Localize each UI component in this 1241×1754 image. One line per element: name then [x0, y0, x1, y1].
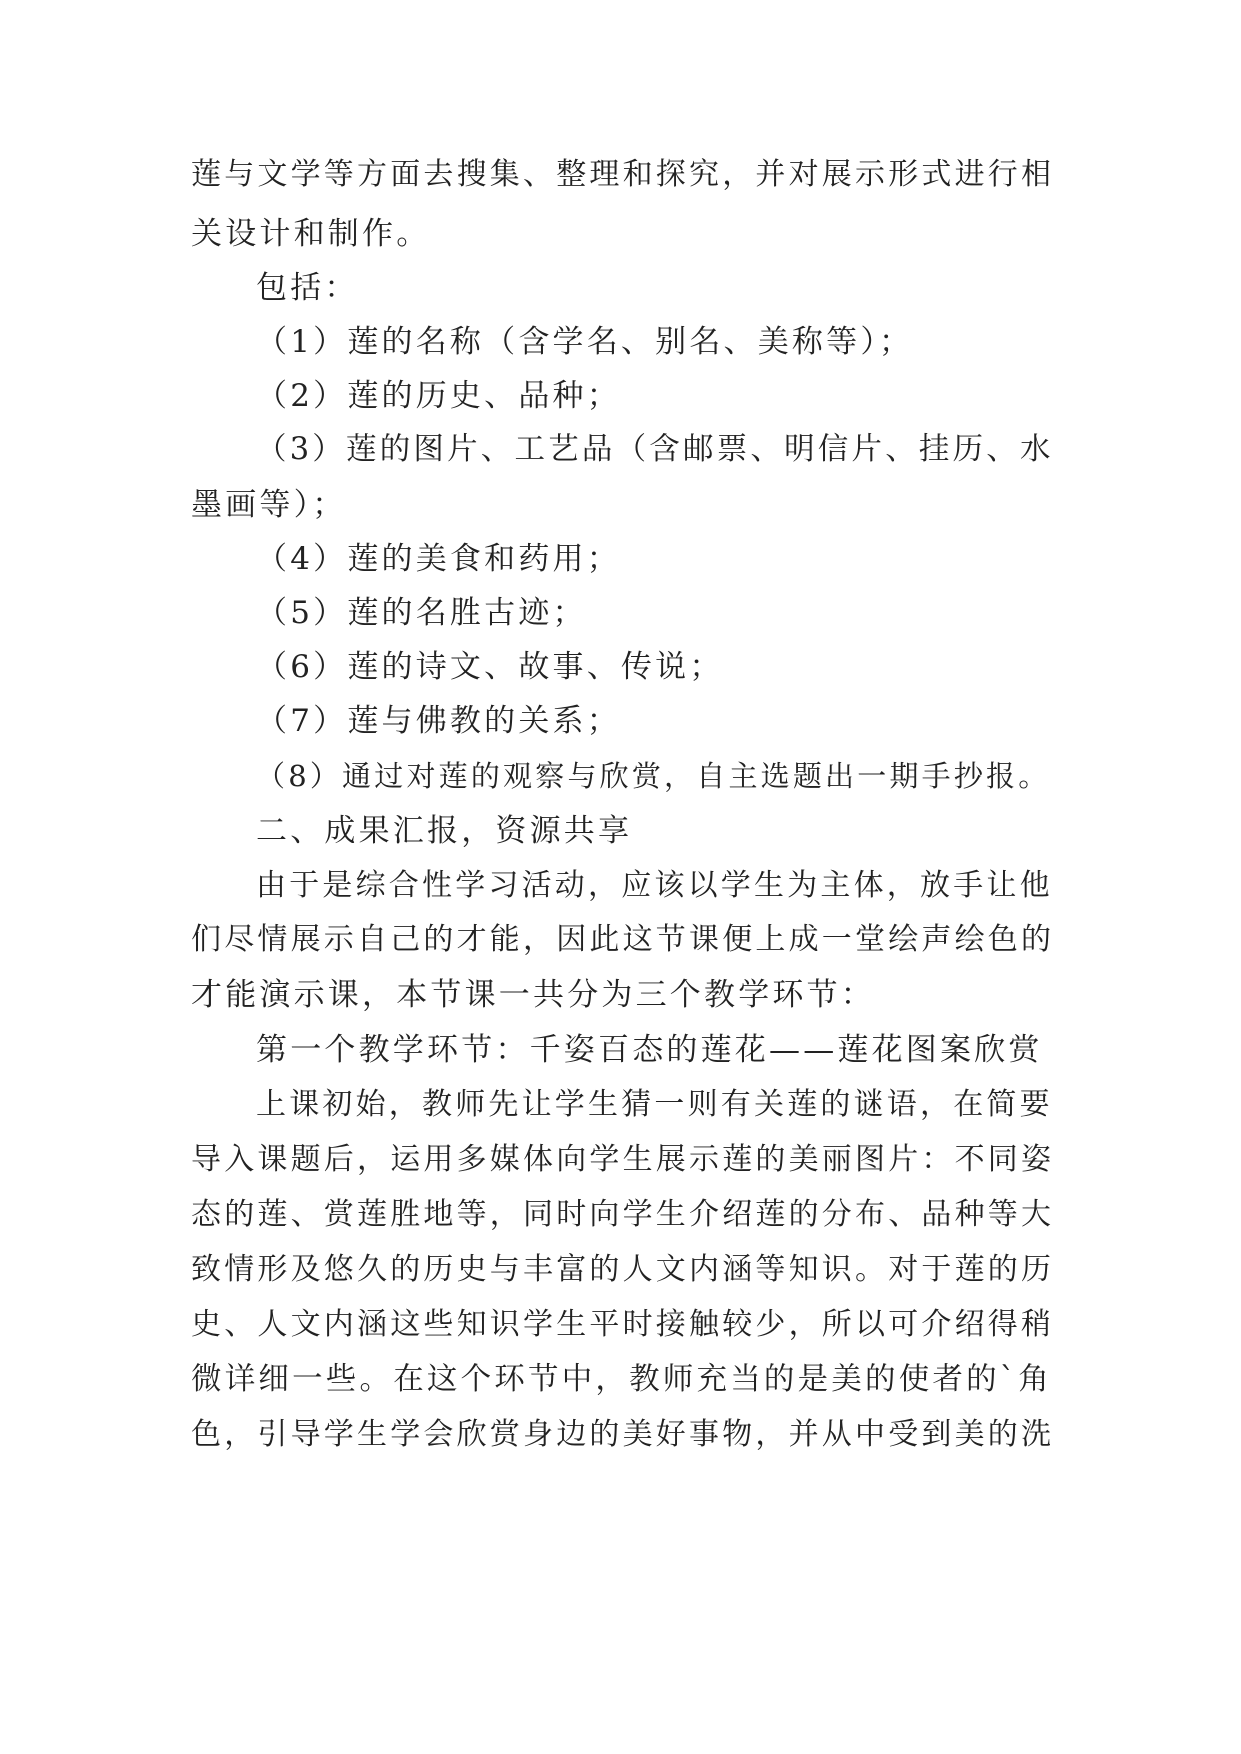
- body-text-line: 上课初始，教师先让学生猜一则有关莲的谜语，在简要: [256, 1087, 1053, 1122]
- body-text-line: 由于是综合性学习活动，应该以学生为主体，放手让他: [256, 868, 1053, 903]
- section-label: 包括：: [256, 270, 359, 306]
- body-text-line: 致情形及悠久的历史与丰富的人文内涵等知识。对于莲的历: [191, 1252, 1055, 1287]
- list-item: （1）莲的名称（含学名、别名、美称等）；: [256, 324, 914, 360]
- body-text-line: 色，引导学生学会欣赏身边的美好事物，并从中受到美的洗: [191, 1417, 1055, 1452]
- section-heading: 二、成果汇报，资源共享: [256, 813, 633, 849]
- list-item: （6）莲的诗文、故事、传说；: [256, 649, 724, 685]
- list-item-continuation: 墨画等）；: [191, 487, 347, 523]
- body-text-line: 导入课题后，运用多媒体向学生展示莲的美丽图片：不同姿: [191, 1142, 1055, 1177]
- list-item: （7）莲与佛教的关系；: [256, 703, 621, 739]
- list-item: （5）莲的名胜古迹；: [256, 595, 587, 631]
- list-item: （4）莲的美食和药用；: [256, 541, 621, 577]
- subsection-heading: 第一个教学环节：千姿百态的莲花——莲花图案欣赏: [256, 1032, 1043, 1068]
- body-text-line: 史、人文内涵这些知识学生平时接触较少，所以可介绍得稍: [191, 1307, 1055, 1342]
- list-item: （8）通过对莲的观察与欣赏，自主选题出一期手抄报。: [256, 759, 1051, 793]
- body-text-line: 才能演示课，本节课一共分为三个教学环节：: [191, 977, 875, 1013]
- body-text-line: 关设计和制作。: [191, 216, 431, 252]
- list-item: （3）莲的图片、工艺品（含邮票、明信片、挂历、水: [256, 432, 1054, 467]
- list-item: （2）莲的历史、品种；: [256, 378, 621, 414]
- body-text-line: 们尽情展示自己的才能，因此这节课便上成一堂绘声绘色的: [191, 922, 1055, 957]
- body-text-line: 莲与文学等方面去搜集、整理和探究，并对展示形式进行相: [191, 157, 1055, 192]
- body-text-line: 态的莲、赏莲胜地等，同时向学生介绍莲的分布、品种等大: [191, 1197, 1055, 1232]
- body-text-line: 微详细一些。在这个环节中，教师充当的是美的使者的`角: [191, 1362, 1052, 1397]
